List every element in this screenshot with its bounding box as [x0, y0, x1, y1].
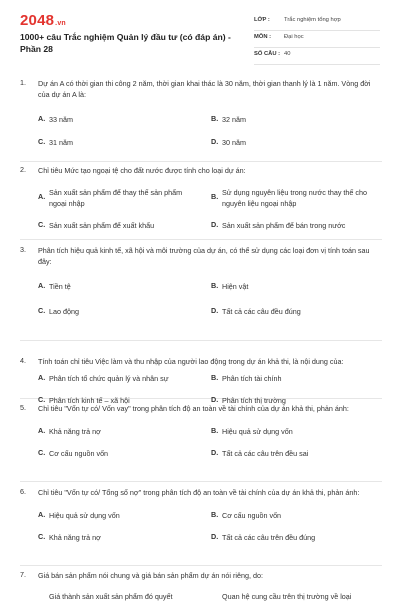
option-letter: C.	[38, 448, 46, 457]
option-letter: B.	[211, 114, 219, 123]
meta-row-count	[254, 48, 380, 65]
question-header	[20, 78, 382, 100]
option-letter: A.	[38, 426, 46, 435]
option-text: 30 năm	[222, 138, 246, 147]
option-text: Phân tích tài chính	[222, 374, 282, 383]
option-letter: C.	[38, 137, 46, 146]
question-number: 2.	[20, 165, 26, 174]
option-text: Hiệu quả sử dụng vốn	[222, 427, 293, 436]
question-number: 5.	[20, 403, 26, 412]
option-text: Tiền tệ	[49, 282, 71, 291]
question-text: Tính toán chỉ tiêu Việc làm và thu nhập của người lao động trong dự án khả thi, là nội dung của:	[38, 357, 344, 366]
option-text: Quan hệ cung cầu trên thị trường về loại	[222, 592, 352, 601]
option-text: Hiệu quả sử dụng vốn	[49, 511, 120, 520]
option-text: 31 năm	[49, 138, 73, 147]
option-letter: D.	[211, 137, 219, 146]
question-number: 3.	[20, 245, 26, 254]
option-letter: D.	[211, 448, 219, 457]
meta-value: 40	[284, 51, 291, 57]
option-letter: A.	[38, 114, 46, 123]
question-text: Phân tích hiệu quả kinh tế, xã hội và môi trường của dự án, có thể sử dụng các loại đơn vị tính toán sau đây:	[38, 246, 370, 266]
question-number: 6.	[20, 487, 26, 496]
option-letter: A.	[38, 192, 46, 201]
question-2	[20, 162, 382, 240]
meta-table	[254, 14, 380, 65]
option-text: Khả năng trả nợ	[49, 533, 101, 542]
meta-row-subject	[254, 31, 380, 48]
option-text: Phân tích tổ chức quản lý và nhân sự	[49, 374, 169, 383]
option-text: Sản xuất sản phẩm để xuất khẩu	[49, 221, 155, 230]
option-letter: D.	[211, 532, 219, 541]
option-letter: C.	[38, 395, 46, 404]
option-text: Giá thành sản xuất sản phẩm đó quyết	[49, 592, 173, 601]
option-text: Hiện vật	[222, 282, 249, 291]
question-header	[20, 487, 382, 498]
option-letter: B.	[211, 426, 219, 435]
page-title: 1000+ câu Trắc nghiệm Quản lý đầu tư (có đáp án) - Phần 28	[20, 32, 231, 54]
meta-value: Đại học	[284, 34, 304, 40]
question-3	[20, 245, 382, 341]
meta-label: SỐ CÂU :	[254, 51, 281, 57]
option-letter: A.	[38, 373, 46, 382]
question-text: Chỉ tiêu Mức tạo ngoại tệ cho đất nước được tính cho loại dự án:	[38, 166, 246, 175]
option-letter: B.	[211, 510, 219, 519]
option-letter: B.	[211, 373, 219, 382]
option-text: Khả năng trả nợ	[49, 427, 101, 436]
question-text: Giá bán sản phẩm nói chung và giá bán sản phẩm dự án nói riêng, do:	[38, 571, 263, 580]
question-number: 1.	[20, 78, 26, 87]
question-text: Chỉ tiêu "Vốn tự có/ Vốn vay" trong phân tích độ an toàn về tài chính của dự án khả thi, phản ánh:	[38, 404, 349, 413]
option-letter: A.	[38, 281, 46, 290]
option-letter: A.	[38, 510, 46, 519]
meta-label: LỚP :	[254, 17, 270, 23]
option-letter: B.	[211, 281, 219, 290]
document-header	[0, 0, 400, 64]
question-header	[20, 403, 382, 414]
meta-value: Trắc nghiệm tổng hợp	[284, 17, 341, 23]
question-text: Dự án A có thời gian thi công 2 năm, thời gian khai thác là 30 năm, thời gian thanh lý là 1 năm. Vòng đời của dự án A là:	[38, 79, 371, 99]
logo-main: 2048	[20, 12, 55, 29]
option-text: Cơ cấu nguồn vốn	[49, 449, 109, 458]
option-text: Cơ cấu nguồn vốn	[222, 511, 282, 520]
option-text: Lao động	[49, 307, 79, 316]
question-header	[20, 245, 382, 267]
option-text: Sản xuất sản phẩm để bán trong nước	[222, 221, 346, 230]
question-header	[20, 165, 382, 176]
logo-tld: .vn	[55, 20, 66, 27]
option-text: Tất cả các câu đều đúng	[222, 307, 301, 316]
question-number: 4.	[20, 356, 26, 365]
question-header	[20, 570, 382, 581]
option-text: Phân tích kinh tế – xã hội	[49, 396, 130, 405]
option-text: Sử dụng nguyên liệu trong nước thay thế cho nguyên liệu ngoại nhập	[222, 188, 368, 208]
option-letter: D.	[211, 306, 219, 315]
question-number: 7.	[20, 570, 26, 579]
meta-row-class	[254, 14, 380, 31]
question-text: Chỉ tiêu "Vốn tự có/ Tổng số nợ" trong phân tích độ an toàn về tài chính của dự án khả thi, phản ánh:	[38, 488, 360, 497]
question-1	[20, 78, 382, 162]
option-text: Tất cả các câu trên đều đúng	[222, 533, 316, 542]
option-letter: D.	[211, 220, 219, 229]
option-letter: C.	[38, 532, 46, 541]
question-header	[20, 356, 382, 367]
option-text: 32 năm	[222, 115, 246, 124]
option-letter: B.	[211, 192, 219, 201]
option-text: Tất cả các câu trên đều sai	[222, 449, 309, 458]
meta-label: MÔN :	[254, 34, 272, 40]
question-4	[20, 356, 382, 405]
site-logo[interactable]	[20, 12, 66, 29]
option-text: Phân tích thị trường	[222, 396, 286, 405]
option-text: 33 năm	[49, 115, 73, 124]
option-letter: C.	[38, 306, 46, 315]
question-5	[20, 403, 382, 482]
option-letter: D.	[211, 395, 219, 404]
option-letter: C.	[38, 220, 46, 229]
question-6	[20, 487, 382, 566]
option-text: Sản xuất sản phẩm để thay thế sản phẩm ngoại nhập	[49, 188, 183, 208]
question-7	[20, 570, 382, 600]
